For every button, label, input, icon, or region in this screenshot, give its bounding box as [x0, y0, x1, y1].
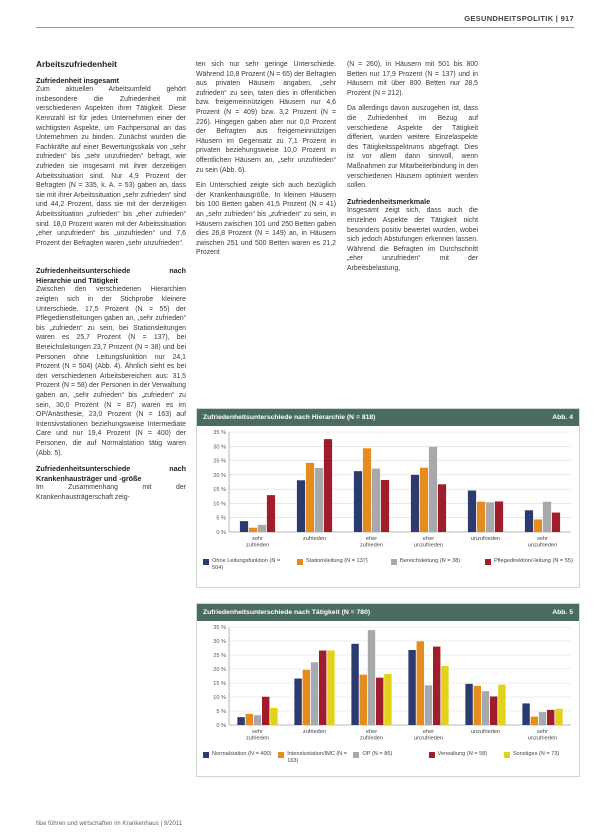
- y-tick-label: 0 %: [216, 530, 226, 536]
- section-heading: Arbeitszufriedenheit: [36, 59, 117, 69]
- y-tick-label: 15 %: [213, 487, 226, 494]
- chart-title: Zufriedenheitsunterschiede nach Tätigkeit (N = 780): [203, 609, 371, 616]
- bar: [381, 480, 389, 532]
- y-tick-label: 25 %: [213, 653, 226, 659]
- bar: [547, 710, 554, 725]
- x-tick-label: eher: [365, 729, 378, 735]
- x-tick-label: zufrieden: [359, 542, 384, 549]
- paragraph: Zum aktuellen Arbeitsumfeld gehört insbesondere die Zufriedenheit mit verschiedenen Aspekten ihrer Tätigkeit. Diese Kennzahl ist für jedes Unternehmen einer der wichtigsten Aspekte, um Fachpersonal an das Unternehmen zu binden. Zunächst wurden die Fachkräfte auf einer Bewertungsskala von „sehr zufrieden“ bis „sehr unzufrieden“ befragt, wie zufrieden sie insgesamt mit ihrer derzeitigen Arbeitssituation sind. Nur 4,9 Prozent der Befragten (N = 335, k. A. = 53) gaben an, dass sie mit ihrer Arbeitssituation „sehr zufrieden“ sind und 44,2 Prozent, dass sie mit der derzeitigen Arbeitssituation „zufrieden“ bis „eher zufrieden“ sind. 18,0 Prozent waren mit der Arbeitssituation „eher unzufrieden“ bis „unzufrieden“ und 7,6 Prozent der Befragten waren „sehr unzufrieden“.: [36, 86, 186, 247]
- bar: [490, 696, 497, 725]
- header-rule: [36, 27, 574, 28]
- legend-swatch: [485, 559, 491, 565]
- subheading: Zufriedenheitsunterschiede nach Hierarchie und Tätigkeit: [36, 266, 186, 285]
- chart-header: [197, 409, 579, 426]
- x-tick-label: unzufrieden: [470, 536, 501, 542]
- bar: [311, 662, 318, 725]
- legend-label: Sonstiges (N = 73): [512, 751, 560, 757]
- legend-label: Verwaltung (N = 58): [437, 751, 488, 757]
- bar: [258, 525, 266, 532]
- bar: [246, 714, 253, 725]
- bar: [376, 678, 383, 725]
- bar: [262, 697, 269, 725]
- legend-swatch: [278, 752, 284, 758]
- bar: [429, 447, 437, 532]
- chart-plot: [197, 621, 579, 749]
- bar: [486, 502, 494, 532]
- x-tick-label: unzufrieden: [413, 735, 444, 742]
- legend-item: [391, 558, 479, 572]
- bar: [372, 469, 380, 532]
- x-tick-label: unzufrieden: [413, 542, 444, 549]
- subheading: Zufriedenheitsmerkmale: [347, 196, 431, 206]
- chart-abb5: [196, 603, 580, 777]
- bar: [534, 519, 542, 532]
- bar: [417, 641, 424, 725]
- paragraph: Insgesamt zeigt sich, dass auch die einzelnen Aspekte der Tätigkeit nicht besonders positiv bewertet wurden, wobei sich jedoch Abstufungen erkennen lassen. Während die Befragten im Durchschnitt „eher unzufrieden“ mit der Arbeitsbelastung,: [347, 207, 478, 272]
- chart-legend: [197, 749, 579, 769]
- x-tick-label: sehr: [252, 536, 263, 542]
- paragraph: (N = 260), in Häusern mit 501 bis 800 Betten nur 17,9 Prozent (N = 137) und in Häusern mit über 800 Betten nur 28,5 Prozent (N = 212).: [347, 61, 478, 97]
- y-tick-label: 5 %: [216, 709, 226, 715]
- bar: [465, 684, 472, 725]
- y-tick-label: 35 %: [213, 625, 226, 631]
- chart-plot: [197, 426, 579, 556]
- page-footer: f&w führen und wirtschaften im Krankenhaus | 9/2011: [36, 820, 183, 827]
- x-tick-label: eher: [422, 729, 435, 735]
- y-tick-label: 30 %: [213, 444, 226, 451]
- bar: [351, 644, 358, 725]
- legend-label: Stationsleitung (N = 137): [306, 558, 368, 564]
- x-tick-label: zufrieden: [359, 735, 384, 742]
- bar: [474, 686, 481, 725]
- bar: [294, 679, 301, 725]
- subheading: Zufriedenheit insgesamt: [36, 75, 120, 85]
- paragraph: ten sich nur sehr geringe Unterschiede. Während 10,8 Prozent (N = 65) der Befragten aus privaten Häusern angaben, „sehr zufrieden“ zu sein, taten dies in öffentlichen bzw. freigemeinnützigen Häusern nur 4,6 Prozent (N = 409) bzw. 3,2 Prozent (N = 226). Hingegen gaben aber nur 0,0 Prozent der Befragten aus freigemeinnützigen Häusern im Gegensatz zu 7,1 Prozent in privaten beziehungsweise 10,0 Prozent in öffentlichen Häusern an, „sehr unzufrieden“ zu sein (Abb. 6).: [196, 61, 336, 174]
- bar: [525, 510, 533, 532]
- chart-header: [197, 604, 579, 621]
- chart-legend: [197, 556, 579, 576]
- y-tick-label: 10 %: [213, 501, 226, 508]
- x-tick-label: zufrieden: [302, 536, 327, 542]
- text-column-2: [196, 60, 336, 264]
- bar: [327, 651, 334, 725]
- legend-item: [203, 751, 272, 765]
- y-tick-label: 5 %: [216, 515, 226, 522]
- bar: [552, 513, 560, 532]
- x-tick-label: zufrieden: [302, 729, 327, 735]
- x-tick-label: sehr: [537, 729, 548, 735]
- x-tick-label: unzufrieden: [527, 735, 558, 742]
- bar: [324, 439, 332, 532]
- bar: [555, 709, 562, 725]
- bar: [522, 703, 529, 725]
- y-tick-label: 25 %: [213, 458, 226, 465]
- bar: [267, 495, 275, 532]
- legend-item: [429, 751, 498, 765]
- bar: [477, 502, 485, 532]
- text-column-3: [347, 60, 478, 279]
- bar: [306, 463, 314, 532]
- bar: [531, 717, 538, 725]
- bar: [363, 448, 371, 532]
- bar: [368, 630, 375, 725]
- bar: [411, 475, 419, 532]
- x-tick-label: sehr: [537, 536, 548, 542]
- y-tick-label: 20 %: [213, 667, 226, 673]
- bar: [482, 691, 489, 725]
- chart-figure-label: Abb. 5: [552, 609, 573, 616]
- bar: [408, 650, 415, 725]
- bar: [384, 674, 391, 725]
- bar: [425, 685, 432, 725]
- bar: [498, 685, 505, 725]
- bar: [249, 528, 257, 532]
- legend-label: Bereichsleitung (N = 38): [400, 558, 461, 564]
- bar: [468, 491, 476, 532]
- subheading: Zufriedenheitsunterschiede nach Krankenhausträger und -größe: [36, 464, 186, 483]
- bar: [237, 717, 244, 725]
- bar: [441, 666, 448, 725]
- y-tick-label: 20 %: [213, 472, 226, 479]
- bar: [420, 468, 428, 532]
- bar: [360, 675, 367, 725]
- legend-swatch: [429, 752, 435, 758]
- bar: [433, 647, 440, 725]
- legend-item: [278, 751, 347, 765]
- legend-swatch: [391, 559, 397, 565]
- legend-item: [485, 558, 573, 572]
- chart-abb4: [196, 408, 580, 588]
- y-tick-label: 10 %: [213, 695, 226, 701]
- legend-item: [353, 751, 422, 765]
- bar: [495, 501, 503, 532]
- legend-label: Intensivstation/IMC (N = 163): [287, 751, 348, 764]
- running-header: GESUNDHEITSPOLITIK | 917: [464, 14, 574, 23]
- legend-label: Pflegedirektion/-leitung (N = 55): [494, 558, 573, 564]
- bar: [543, 502, 551, 532]
- bar: [254, 715, 261, 725]
- legend-label: OP (N = 86): [362, 751, 393, 757]
- bar: [303, 670, 310, 725]
- legend-swatch: [504, 752, 510, 758]
- legend-item: [504, 751, 573, 765]
- x-tick-label: eher: [422, 536, 435, 542]
- bar: [539, 712, 546, 725]
- x-tick-label: zufrieden: [245, 542, 270, 549]
- bar: [354, 471, 362, 532]
- paragraph: Zwischen den verschiedenen Hierarchien zeigten sich in der Stichprobe kleinere Unterschiede. 17,5 Prozent (N = 55) der Pflegedienstleitungen gaben an, „sehr zufrieden“ bis „zufrieden“ zu sein, bei Stationsleitungen waren es 25,7 Prozent (N = 137), bei Bereichsleitungen 23,7 Prozent (N = 38) und bei Personen ohne Leitungsfunktion nur 24,1 Prozent (N = 504) (Abb. 4). Ähnlich sieht es bei den verschiedenen Arbeitsbereichen aus: 31,5 Prozent (N = 58) der Personen in der Verwaltung gaben an, „sehr zufrieden“ bis „zufrieden“ zu sein, 30,0 Prozent (N = 87) waren es im OP/Anästhesie, 23,0 Prozent (N = 163) auf Intensivstationen beziehungsweise Intermediate Care und nur 19,4 Prozent (N = 400) der Personen, die auf Normalstation tätig waren (Abb. 5).: [36, 286, 186, 457]
- bar: [319, 651, 326, 725]
- y-tick-label: 35 %: [213, 430, 226, 436]
- legend-swatch: [353, 752, 359, 758]
- y-tick-label: 0 %: [216, 723, 226, 729]
- legend-label: Normalstation (N = 400): [212, 751, 272, 757]
- legend-item: [297, 558, 385, 572]
- bar: [270, 708, 277, 725]
- legend-swatch: [297, 559, 303, 565]
- x-tick-label: unzufrieden: [470, 729, 501, 735]
- paragraph: Da allerdings davon auszugehen ist, dass die Zufriedenheit im Bezug auf verschiedene Aspekte der Tätigkeit differiert, wurden weitere Einzelaspekte des Tätigkeitsspektrums abgefragt. Dies ist vor allem dann sinnvoll, wenn Maßnahmen zur Mitarbeiterbindung in den verschiedenen Häusern optimiert werden sollen.: [347, 105, 478, 190]
- bar: [315, 468, 323, 532]
- bar: [438, 484, 446, 532]
- x-tick-label: zufrieden: [245, 735, 270, 742]
- legend-swatch: [203, 559, 209, 565]
- bar: [240, 521, 248, 532]
- text-column-1: [36, 60, 186, 509]
- bar: [297, 480, 305, 532]
- paragraph: Im Zusammenhang mit der Krankenhausträgerschaft zeig-: [36, 484, 186, 501]
- y-tick-label: 30 %: [213, 639, 226, 645]
- legend-item: [203, 558, 291, 572]
- x-tick-label: sehr: [252, 729, 263, 735]
- legend-swatch: [203, 752, 209, 758]
- y-tick-label: 15 %: [213, 681, 226, 687]
- paragraph: Ein Unterschied zeigte sich auch bezüglich der Krankenhausgröße. In kleinen Häusern bis 100 Betten gaben 41,5 Prozent (N = 41) an „sehr zufrieden“ bis „zufrieden“ zu sein, in Häusern zwischen 101 und 250 Betten gaben dies 26,8 Prozent (N = 149) an, in Häusern zwischen 251 und 500 Betten waren es 21,2 Prozent: [196, 182, 336, 257]
- legend-label: Ohne Leitungsfunktion (N = 504): [212, 558, 281, 571]
- x-tick-label: unzufrieden: [527, 542, 558, 549]
- x-tick-label: eher: [365, 536, 378, 542]
- chart-title: Zufriedenheitsunterschiede nach Hierarchie (N = 818): [203, 414, 376, 421]
- chart-figure-label: Abb. 4: [552, 414, 573, 421]
